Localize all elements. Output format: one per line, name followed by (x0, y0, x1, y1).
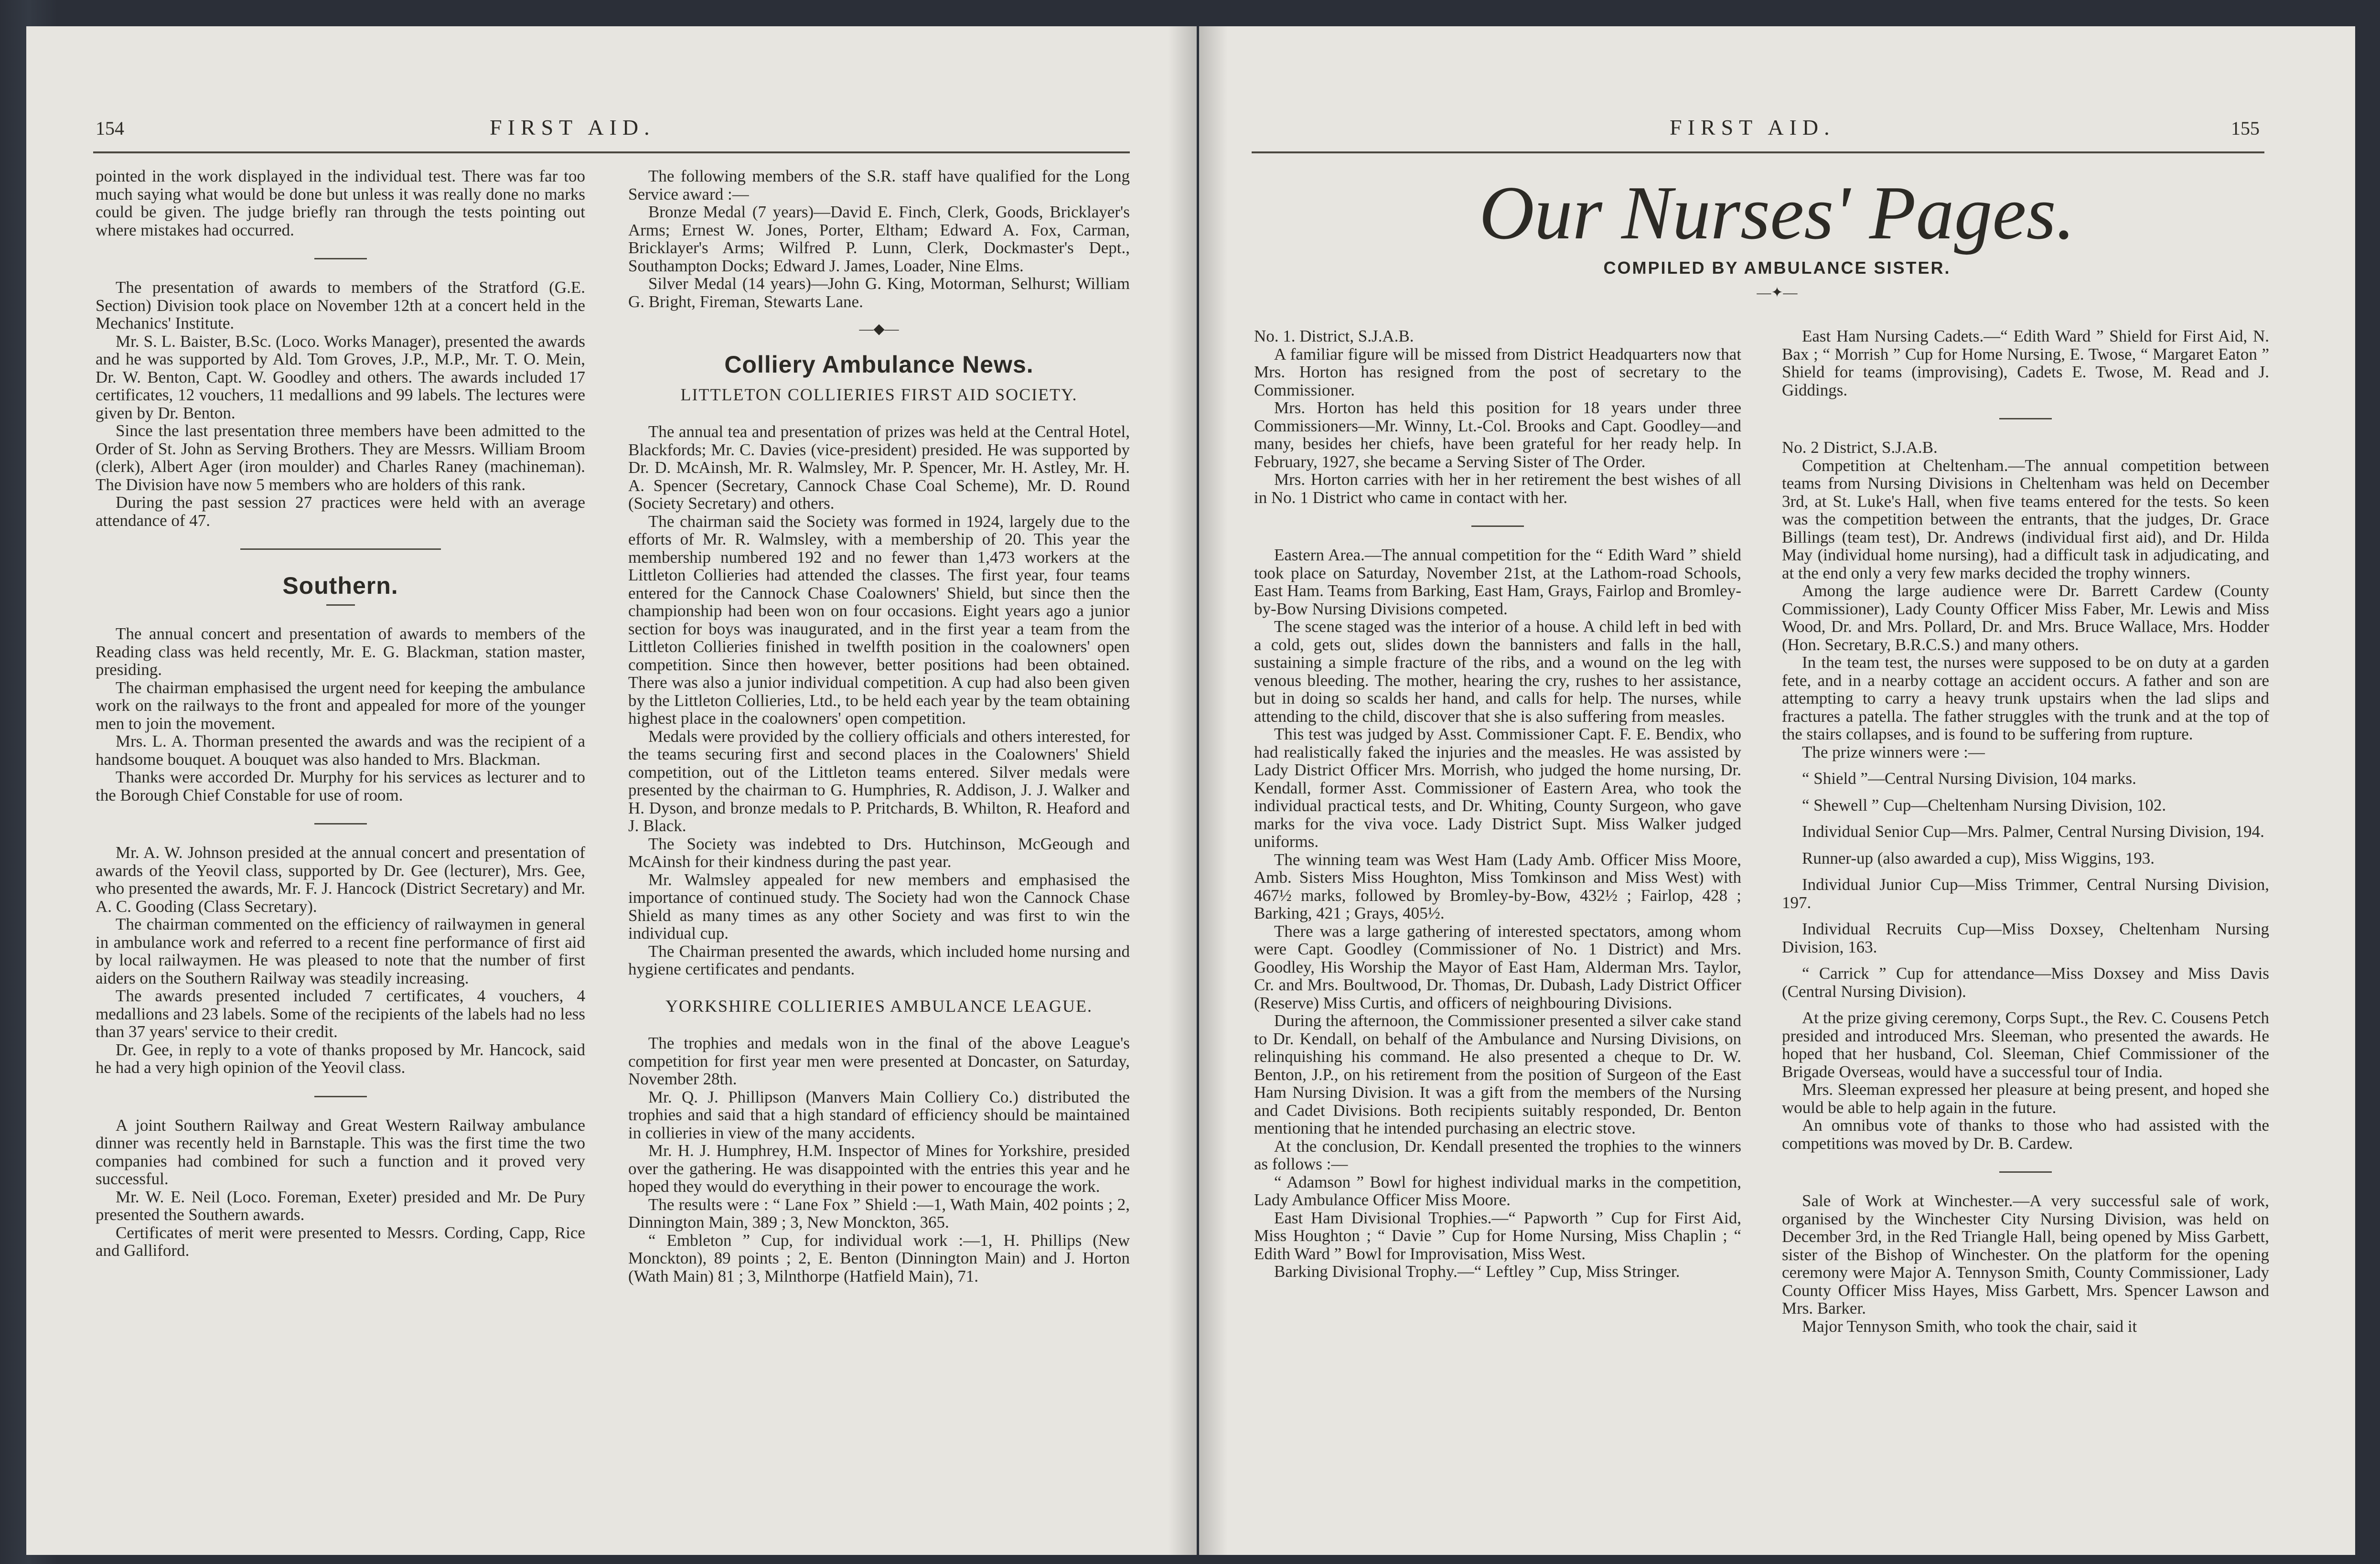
paragraph: Since the last presentation three members have been admitted to the Order of St. John as Serving Brothers. They are Messrs. William Broom (clerk), Albert Ager (iron moulder) and Charles Raney (machineman). The Division have now 5 members who are holders of this rank. (96, 421, 585, 494)
left-column-1 (96, 167, 585, 1260)
paragraph: The awards presented included 7 certificates, 4 vouchers, 4 medallions and 23 labels. Some of the recipients of the labels had no less than 37 years' service to their credit. (96, 986, 585, 1041)
paragraph: Mr. Q. J. Phillipson (Manvers Main Colliery Co.) distributed the trophies and said that a high standard of efficiency should be maintained in collieries in view of the many accidents. (628, 1087, 1130, 1142)
separator (1999, 1171, 2052, 1173)
paragraph: Certificates of merit were presented to Messrs. Cording, Capp, Rice and Galliford. (96, 1223, 585, 1260)
paragraph: The following members of the S.R. staff have qualified for the Long Service award :— (628, 167, 1130, 204)
paragraph: Thanks were accorded Dr. Murphy for his services as lecturer and to the Borough Chief Constable for use of room. (96, 768, 585, 804)
paragraph: Dr. Gee, in reply to a vote of thanks proposed by Mr. Hancock, said he had a very high opinion of the Yeovil class. (96, 1040, 585, 1077)
header-rule (93, 151, 1130, 153)
paragraph: A familiar figure will be missed from District Headquarters now that Mrs. Horton has resigned from the post of secretary to the Commissioner. (1254, 344, 1741, 399)
paragraph: pointed in the work displayed in the individual test. There was far too much saying what would be done but unless it was really done no marks could be given. The judge briefly ran through the tests pointing out where mistakes had occurred. (96, 167, 585, 239)
paragraph: East Ham Nursing Cadets.—“ Edith Ward ” Shield for First Aid, N. Bax ; “ Morrish ” Cup for Home Nursing, E. Twose, “ Margaret Eaton ” Shield for teams (improvising), Cadets E. Twose, M. Read and J. Giddings. (1782, 327, 2269, 399)
page-number: 155 (2231, 118, 2260, 139)
paragraph: The chairman emphasised the urgent need for keeping the ambulance work on the railways to the front and appealed for more of the younger men to join the movement. (96, 678, 585, 733)
heading-rule (326, 604, 355, 606)
compiled-by-line: COMPILED BY AMBULANCE SISTER. (1603, 258, 1951, 278)
separator (1999, 418, 2052, 419)
paragraph: During the past session 27 practices were held with an average attendance of 47. (96, 493, 585, 530)
left-column-2 (628, 167, 1130, 1285)
paragraph: Silver Medal (14 years)—John G. King, Motorman, Selhurst; William G. Bright, Fireman, Stewarts Lane. (628, 274, 1130, 311)
separator (1471, 525, 1524, 527)
page-number: 154 (96, 118, 124, 139)
prize-line: Runner-up (also awarded a cup), Miss Wiggins, 193. (1802, 848, 2155, 868)
paragraph: This test was judged by Asst. Commissioner Capt. F. E. Bendix, who had realistically faked the injuries and the measles. He was assisted by Lady District Officer Mrs. Morrish, who judged the home nursing, Dr. Kendall, former Asst. Commissioner of Eastern Area, who took the individual practical tests, and Dr. Whiting, County Surgeon, who gave marks for the viva voce. Lady District Supt. Miss Walker judged uniforms. (1254, 725, 1741, 851)
subheading-littleton: LITTLETON COLLIERIES FIRST AID SOCIETY. (680, 385, 1078, 404)
header-rule (1252, 151, 2264, 153)
paragraph: The annual tea and presentation of prizes was held at the Central Hotel, Blackfords; Mr. C. Davies (vice-president) presided. He was supported by Dr. D. McAinsh, Mr. R. Walmsley, Mr. P. Spencer, Mr. H. Astley, Mr. H. A. Spencer (Secretary, Cannock Chase Coal Scheme), Mr. D. Round (Society Secretary) and others. (628, 422, 1130, 513)
paragraph: East Ham Divisional Trophies.—“ Papworth ” Cup for First Aid, Miss Houghton ; “ Davie ” Cup for Home Nursing, Miss Chaplin ; “ Edith Ward ” Bowl for Improvisation, Miss West. (1254, 1208, 1741, 1263)
separator (314, 258, 367, 259)
paragraph: The trophies and medals won in the final of the above League's competition for first year men were presented at Doncaster, on Saturday, November 28th. (628, 1034, 1130, 1088)
paragraph: Bronze Medal (7 years)—David E. Finch, Clerk, Goods, Bricklayer's Arms; Ernest W. Jones, Porter, Eltham; Edward A. Fox, Carman, Bricklayer's Arms; Wilfred P. Lunn, Clerk, Dockmaster's Dept., Southampton Docks; Edward J. James, Loader, Nine Elms. (628, 203, 1130, 275)
paragraph: “ Embleton ” Cup, for individual work :—1, H. Phillips (New Monckton), 89 points ; 2, E. Benton (Dinnington Main) and J. Horton (Wath Main) 81 ; 3, Milnthorpe (Hatfield Main), 71. (628, 1231, 1130, 1285)
paragraph: Mrs. L. A. Thorman presented the awards and was the recipient of a handsome bouquet. A bouquet was also handed to Mrs. Blackman. (96, 732, 585, 769)
district-heading: No. 1. District, S.J.A.B. (1254, 327, 1414, 345)
prize-line: Individual Junior Cup—Miss Trimmer, Central Nursing Division, 197. (1782, 875, 2269, 912)
page-title: Our Nurses' Pages. (1479, 170, 2075, 255)
paragraph: The Society was indebted to Drs. Hutchinson, McGeough and McAinsh for their kindness during the past year. (628, 834, 1130, 871)
paragraph: The presentation of awards to members of the Stratford (G.E. Section) Division took place on November 12th at a concert held in the Mechanics' Institute. (96, 278, 585, 332)
prize-line: Individual Senior Cup—Mrs. Palmer, Central Nursing Division, 194. (1802, 822, 2264, 841)
paragraph: The scene staged was the interior of a house. A child left in bed with a cold, gets out, slides down the bannisters and falls in the hall, sustaining a simple fracture of the ribs, and a wound on the leg with venous bleeding. The mother, hearing the cry, rushes to her assistance, but in doing so scalds her hand, and calls for help. The nurses, while attending to the child, discover that she is also suffering from measles. (1254, 617, 1741, 726)
paragraph: Mrs. Horton carries with her in her retirement the best wishes of all in No. 1 District who came in contact with her. (1254, 470, 1741, 507)
prize-line: “ Carrick ” Cup for attendance—Miss Doxsey and Miss Davis (Central Nursing Division). (1782, 964, 2269, 1001)
right-column-1 (1254, 327, 1741, 1281)
separator (314, 1096, 367, 1097)
paragraph: Mr. H. J. Humphrey, H.M. Inspector of Mines for Yorkshire, presided over the gathering. He was disappointed with the entries this year and he hoped they would do everything in their power to encourage the work. (628, 1141, 1130, 1196)
paragraph: In the team test, the nurses were supposed to be on duty at a garden fete, and in a nearby cottage an accident occurs. A father and son are attempting to carry a heavy trunk upstairs when the lad slips and fractures a patella. The father struggles with the trunk and at the top of the stairs collapses, and is found to be suffering from rupture. (1782, 653, 2269, 743)
paragraph: Major Tennyson Smith, who took the chair, said it (1802, 1317, 2137, 1336)
paragraph: During the afternoon, the Commissioner presented a silver cake stand to Dr. Kendall, on behalf of the Ambulance and Nursing Divisions, on relinquishing his command. He also presented a cheque to Dr. W. Benton, J.P., on his retirement from the position of Surgeon of the East Ham Nursing Division. It was a gift from the members of the Nursing and Cadet Divisions. Both recipients suitably responded, Dr. Benton mentioning that he intended purchasing an electric stove. (1254, 1011, 1741, 1137)
page-155 (1199, 26, 2355, 1555)
prize-line: “ Shewell ” Cup—Cheltenham Nursing Division, 102. (1802, 795, 2166, 814)
paragraph: Mr. S. L. Baister, B.Sc. (Loco. Works Manager), presented the awards and he was supported by Ald. Tom Groves, J.P., M.P., Mr. T. O. Mein, Dr. W. Benton, Capt. W. Goodley and others. The awards included 17 certificates, 12 vouchers, 11 medallions and 99 labels. The lectures were given by Dr. Benton. (96, 332, 585, 422)
prize-line: “ Shield ”—Central Nursing Division, 104 marks. (1802, 769, 2136, 788)
running-head: FIRST AID. (1670, 115, 1835, 139)
running-head: FIRST AID. (490, 115, 655, 139)
paragraph: Competition at Cheltenham.—The annual competition between teams from Nursing Divisions in Cheltenham was held on December 3rd, at St. Luke's Hall, when five teams entered for the tests. So keen was the competition between the entrants, that the judges, Dr. Grace Billings (team test), Dr. Andrews (individual first aid), and Dr. Hilda May (individual home nursing), had a difficult task in adjudicating, and at the end only a very few marks decided the trophy winners. (1782, 456, 2269, 582)
paragraph: Mr. Walmsley appealed for new members and emphasised the importance of continued study. The Society had won the Cannock Chase Shield as many times as any other Society and was first to win the individual cup. (628, 870, 1130, 943)
paragraph: Mr. W. E. Neil (Loco. Foreman, Exeter) presided and Mr. De Pury presented the Southern awards. (96, 1187, 585, 1224)
paragraph: A joint Southern Railway and Great Western Railway ambulance dinner was recently held in Barnstaple. This was the first time the two companies had combined for such a function and it proved very successful. (96, 1115, 585, 1188)
district-heading: No. 2 District, S.J.A.B. (1782, 438, 1938, 457)
paragraph: Among the large audience were Dr. Barrett Cardew (County Commissioner), Lady County Officer Miss Faber, Mr. Lewis and Miss Wood, Dr. and Mrs. Pollard, Dr. and Mrs. Bruce Wallace, Mrs. Hodder (Hon. Secretary, B.R.C.S.) and many others. (1782, 581, 2269, 654)
paragraph: There was a large gathering of interested spectators, among whom were Capt. Goodley (Commissioner of No. 1 District) and Mrs. Goodley, His Worship the Mayor of East Ham, Alderman Mrs. Taylor, Cr. and Mrs. Boultwood, Dr. Thomas, Dr. Dubash, Lady District Officer (Reserve) Miss Curtis, and officers of neighbouring Divisions. (1254, 921, 1741, 1012)
ornament-divider: —◆— (859, 321, 899, 337)
prize-line: Individual Recruits Cup—Miss Doxsey, Cheltenham Nursing Division, 163. (1782, 920, 2269, 956)
paragraph: The winning team was West Ham (Lady Amb. Officer Miss Moore, Amb. Sisters Miss Houghton, Miss Tomkinson and Miss West) with 467½ marks, followed by Bromley-by-Bow, 432½ ; Fairlop, 428 ; Barking, 421 ; Grays, 405½. (1254, 850, 1741, 922)
paragraph: The results were : “ Lane Fox ” Shield :—1, Wath Main, 402 points ; 2, Dinnington Main, 389 ; 3, New Monckton, 365. (628, 1195, 1130, 1232)
paragraph: Mrs. Horton has held this position for 18 years under three Commissioners—Mr. Winny, Lt.-Col. Brooks and Capt. Goodley—and many, besides her chiefs, have been grateful for her ready help. In February, 1927, she became a Serving Sister of The Order. (1254, 398, 1741, 471)
paragraph: Medals were provided by the colliery officials and others interested, for the teams securing first and second places in the Coalowners' Shield competition, out of the Littleton teams entered. Silver medals were presented by the chairman to G. Humphries, R. Addison, J. J. Walker and H. Dyson, and bronze medals to P. Pritchards, B. Whilton, R. Heaford and J. Black. (628, 727, 1130, 835)
paragraph: At the prize giving ceremony, Corps Supt., the Rev. C. Cousens Petch presided and introduced Mrs. Sleeman, who presented the awards. He hoped that her husband, Col. Sleeman, Chief Commissioner of the Brigade Overseas, would have a successful tour of India. (1782, 1008, 2269, 1081)
paragraph: Barking Divisional Trophy.—“ Leftley ” Cup, Miss Stringer. (1274, 1262, 1680, 1281)
paragraph: The annual concert and presentation of awards to members of the Reading class was held recently, Mr. E. G. Blackman, station master, presiding. (96, 624, 585, 679)
paragraph: Mr. A. W. Johnson presided at the annual concert and presentation of awards of the Yeovil class, supported by Dr. Gee (lecturer), Mrs. Gee, who presented the awards, Mr. F. J. Hancock (District Secretary) and Mr. A. C. Gooding (Class Secretary). (96, 843, 585, 916)
paragraph: The chairman said the Society was formed in 1924, largely due to the efforts of Mr. R. Walmsley, with a membership of 20. This year the membership numbered 192 and no fewer than 1,473 workers at the Littleton Collieries had attended the classes. The first year, four teams entered for the Cannock Chase Coalowners' Shield, but since then the championship had been won on four occasions. Eight years ago a junior section for boys was inaugurated, and in the first year a team from the Littleton Collieries finished in twelfth position in the coalowners' open competition. Since then however, better positions had been obtained. There was also a junior individual competition. A cup had also been given by the Littleton Collieries, Ltd., to be held each year by the team obtaining highest place in the coalowners' open competition. (628, 512, 1130, 728)
paragraph: Sale of Work at Winchester.—A very successful sale of work, organised by the Winchester City Nursing Division, was held on December 3rd, in the Red Triangle Hall, being opened by Miss Garbett, sister of the Bishop of Winchester. On the platform for the opening ceremony were Major A. Tennyson Smith, County Commissioner, Lady County Officer Miss Hayes, Miss Garbett, Mrs. Spencer Lawson and Mrs. Barker. (1782, 1191, 2269, 1318)
paragraph: At the conclusion, Dr. Kendall presented the trophies to the winners as follows :— (1254, 1136, 1741, 1173)
section-heading-southern: Southern. (282, 572, 398, 599)
separator (240, 548, 441, 550)
ornament-divider: —✦— (1757, 285, 1798, 300)
paragraph: “ Adamson ” Bowl for highest individual marks in the competition, Lady Ambulance Officer Miss Moore. (1254, 1172, 1741, 1209)
section-heading-colliery: Colliery Ambulance News. (724, 351, 1034, 378)
page-154 (26, 26, 1197, 1555)
paragraph: An omnibus vote of thanks to those who had assisted with the competitions was moved by Dr. B. Cardew. (1782, 1116, 2269, 1153)
subheading-yorkshire: YORKSHIRE COLLIERIES AMBULANCE LEAGUE. (665, 996, 1093, 1016)
paragraph: Mrs. Sleeman expressed her pleasure at being present, and hoped she would be able to help again in the future. (1782, 1080, 2269, 1117)
separator (314, 823, 367, 825)
paragraph: The prize winners were :— (1802, 742, 1985, 761)
right-column-2 (1782, 327, 2269, 1335)
paragraph: The chairman commented on the efficiency of railwaymen in general in ambulance work and referred to a recent fine performance of first aid by local railwaymen. He was pleased to note that the number of first aiders on the Southern Railway was steadily increasing. (96, 915, 585, 987)
paragraph: Eastern Area.—The annual competition for the “ Edith Ward ” shield took place on Saturday, November 21st, at the Lathom-road Schools, East Ham. Teams from Barking, East Ham, Grays, Fairlop and Bromley-by-Bow Nursing Divisions competed. (1254, 546, 1741, 618)
paragraph: The Chairman presented the awards, which included home nursing and hygiene certificates and pendants. (628, 942, 1130, 978)
